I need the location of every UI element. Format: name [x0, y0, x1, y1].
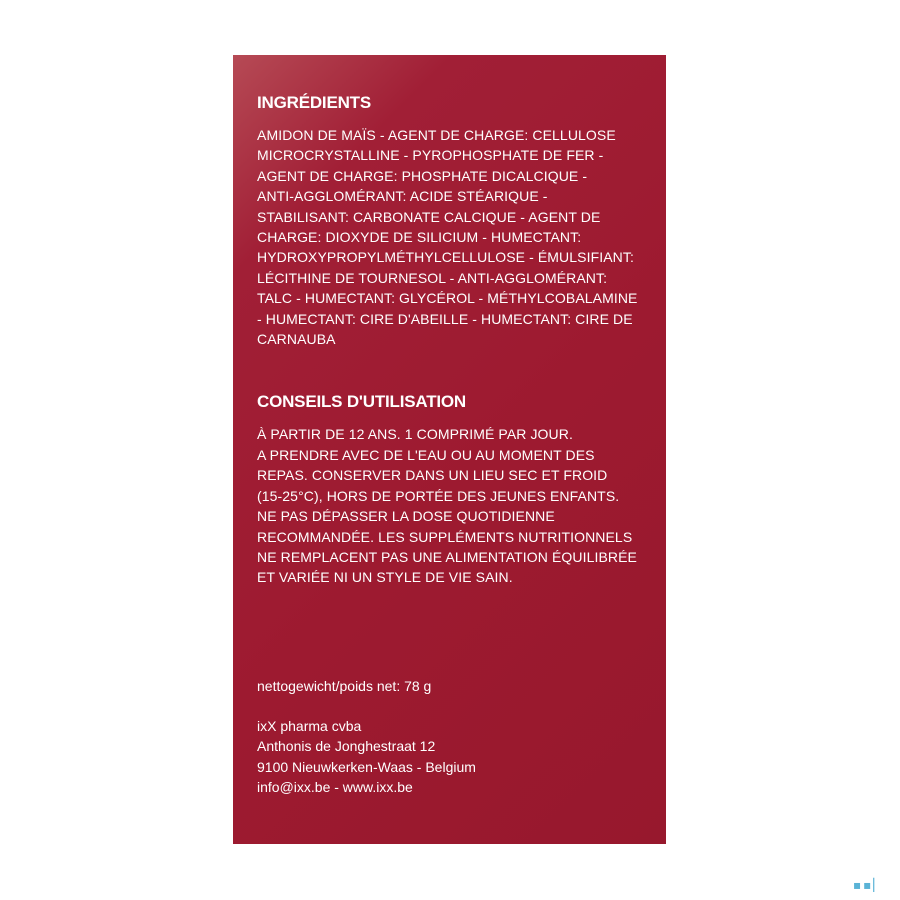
usage-advice-line: (15-25°C), HORS DE PORTÉE DES JEUNES ENFANTS.	[257, 487, 620, 504]
ingredients-line: HYDROXYPROPYLMÉTHYLCELLULOSE - ÉMULSIFIANT:	[257, 249, 634, 266]
contact-info: info@ixx.be - www.ixx.be	[257, 779, 413, 795]
street-address: Anthonis de Jonghestraat 12	[257, 738, 436, 754]
usage-advice-line: REPAS. CONSERVER DANS UN LIEU SEC ET FROID	[257, 467, 608, 484]
ingredients-line: AGENT DE CHARGE: PHOSPHATE DICALCIQUE -	[257, 167, 588, 184]
usage-advice-heading: CONSEILS D'UTILISATION	[257, 392, 466, 412]
ingredients-line: - HUMECTANT: CIRE D'ABEILLE - HUMECTANT: CIRE DE	[257, 310, 633, 327]
ingredients-line: STABILISANT: CARBONATE CALCIQUE - AGENT DE	[257, 208, 601, 225]
ingredients-text	[257, 125, 646, 349]
usage-advice-text	[257, 424, 646, 587]
company-name: ixX pharma cvba	[257, 717, 362, 734]
usage-advice-line: NE REMPLACENT PAS UNE ALIMENTATION ÉQUILIBRÉE	[257, 548, 637, 565]
product-label-panel	[233, 55, 666, 844]
corner-watermark-icon: ▪▪▏	[853, 878, 885, 892]
usage-advice-line: NE PAS DÉPASSER LA DOSE QUOTIDIENNE	[257, 508, 555, 525]
ingredients-line: TALC - HUMECTANT: GLYCÉROL - MÉTHYLCOBALAMINE	[257, 290, 638, 307]
usage-advice-line: ET VARIÉE NI UN STYLE DE VIE SAIN.	[257, 569, 513, 586]
usage-advice-line: RECOMMANDÉE. LES SUPPLÉMENTS NUTRITIONNELS	[257, 528, 633, 545]
ingredients-heading: INGRÉDIENTS	[257, 93, 371, 112]
usage-advice-line: A PRENDRE AVEC DE L'EAU OU AU MOMENT DES	[257, 446, 595, 463]
ingredients-line: CHARGE: DIOXYDE DE SILICIUM - HUMECTANT:	[257, 229, 582, 246]
ingredients-line: AMIDON DE MAÏS - AGENT DE CHARGE: CELLULOSE	[257, 127, 616, 143]
manufacturer-info	[257, 676, 476, 798]
ingredients-line: MICROCRYSTALLINE - PYROPHOSPHATE DE FER -	[257, 147, 604, 164]
ingredients-line: CARNAUBA	[257, 331, 336, 348]
net-weight: nettogewicht/poids net: 78 g	[257, 678, 432, 694]
city-address: 9100 Nieuwkerken-Waas - Belgium	[257, 758, 476, 775]
usage-advice-line: À PARTIR DE 12 ANS. 1 COMPRIMÉ PAR JOUR.	[257, 426, 573, 443]
ingredients-line: ANTI-AGGLOMÉRANT: ACIDE STÉARIQUE -	[257, 188, 548, 205]
ingredients-line: LÉCITHINE DE TOURNESOL - ANTI-AGGLOMÉRANT:	[257, 269, 608, 286]
